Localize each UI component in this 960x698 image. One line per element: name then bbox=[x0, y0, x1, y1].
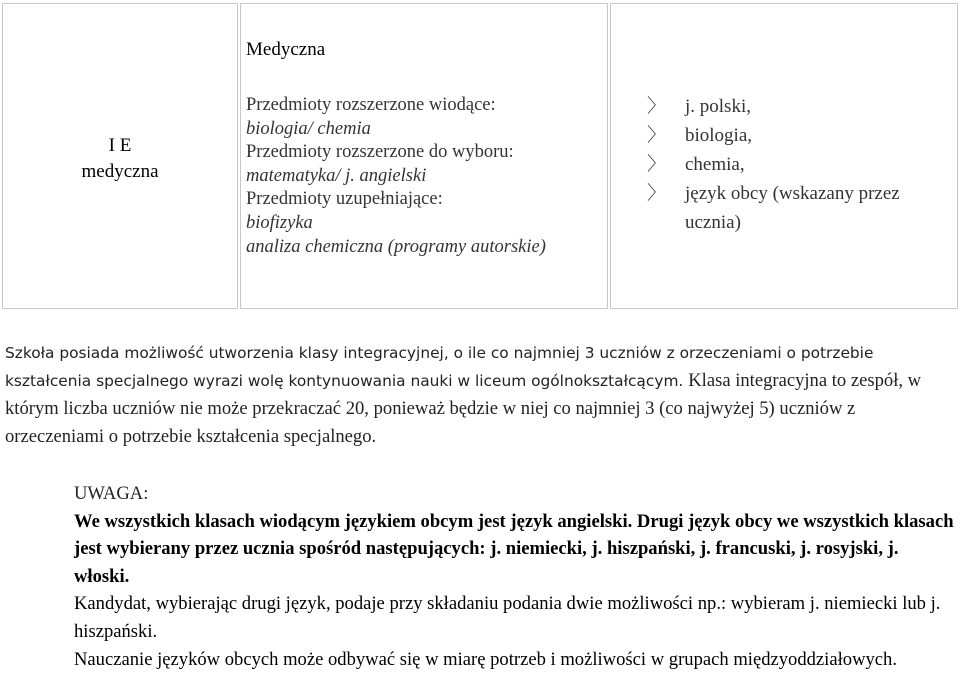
scored-subject-item bbox=[647, 150, 937, 179]
integration-paragraph-part2: Klasa integracyjna to zespół, w którym liczba uczniów nie może przekraczać 20, ponieważ będzie w niej co najmniej 3 (co najwyżej 5) uczniów z orzeczeniami o potrzebie kształcenia specjalnego. bbox=[5, 370, 922, 447]
subject-line: biofizyka bbox=[246, 212, 313, 233]
bullet-icon: 〉 bbox=[647, 96, 667, 117]
scored-subject-item bbox=[647, 121, 937, 150]
notes-section bbox=[74, 480, 954, 673]
class-name-cell bbox=[2, 3, 238, 309]
scored-subject-item bbox=[647, 179, 937, 237]
class-name bbox=[3, 133, 237, 185]
class-name-line: I E bbox=[108, 135, 132, 156]
uwaga-label: UWAGA: bbox=[74, 483, 149, 504]
subject-line: biologia/ chemia bbox=[246, 118, 371, 139]
language-note-bold: We wszystkich klasach wiodącym językiem obcym jest język angielski. Drugi język obcy we wszystkich klasach jest wybierany przez ucznia spośród następujących: j. niemiecki, j. hiszpański, j. francuski, j. rosyjski, j. włoski. bbox=[74, 510, 954, 587]
scored-subject-label: j. polski, bbox=[685, 96, 751, 117]
subject-line: Przedmioty rozszerzone do wyboru: bbox=[246, 142, 514, 163]
class-name-line: medyczna bbox=[81, 161, 159, 182]
subject-line: Przedmioty uzupełniające: bbox=[246, 189, 443, 210]
integration-class-paragraph bbox=[5, 340, 955, 451]
scored-subjects-list bbox=[647, 92, 937, 237]
bullet-icon: 〉 bbox=[647, 183, 667, 204]
subject-line: Przedmioty rozszerzone wiodące: bbox=[246, 95, 496, 115]
subject-lines bbox=[246, 94, 546, 259]
subject-line: matematyka/ j. angielski bbox=[246, 165, 427, 186]
subject-line: analiza chemiczna (programy autorskie) bbox=[246, 236, 546, 257]
scored-subject-label: biologia, bbox=[685, 125, 753, 146]
scored-subject-label: język obcy (wskazany przez ucznia) bbox=[685, 183, 900, 233]
scored-subject-item bbox=[647, 92, 937, 121]
subjects-cell bbox=[240, 3, 608, 309]
profile-title: Medyczna bbox=[246, 39, 326, 60]
bullet-icon: 〉 bbox=[647, 125, 667, 146]
bullet-icon: 〉 bbox=[647, 154, 667, 175]
scored-subjects-cell bbox=[610, 3, 958, 309]
teaching-note: Nauczanie języków obcych może odbywać się w miarę potrzeb i możliwości w grupach międzyoddziałowych. bbox=[74, 648, 897, 670]
integration-paragraph-part1: Szkoła posiada możliwość utworzenia klasy integracyjnej, o ile co najmniej 3 uczniów z orzeczeniami o potrzebie kształcenia specjalnego wyrazi wolę kontynuowania nauki w liceum ogólnokształcącym. bbox=[5, 344, 874, 390]
candidate-note: Kandydat, wybierając drugi język, podaje przy składaniu podania dwie możliwości np.: wybieram j. niemiecki lub j. hiszpański. bbox=[74, 593, 941, 642]
scored-subject-label: chemia, bbox=[685, 154, 745, 175]
class-profile-table bbox=[0, 0, 960, 311]
